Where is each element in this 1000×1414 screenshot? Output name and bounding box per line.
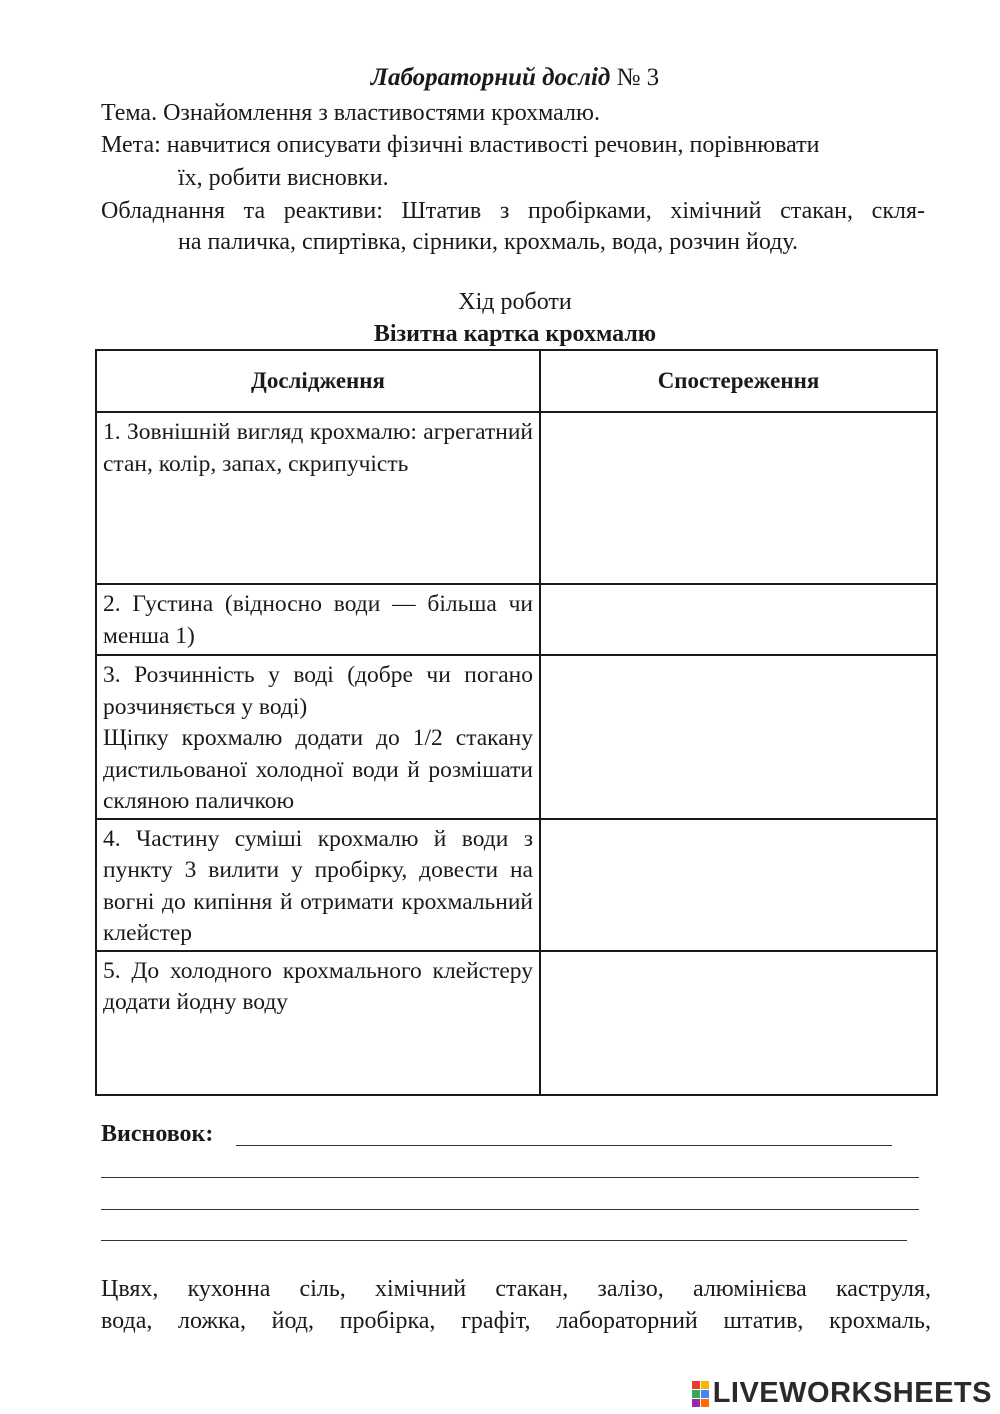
- word-bank-line-1: Цвях, кухонна сіль, хімічний стакан, залізо, алюмінієва каструля,: [101, 1276, 931, 1302]
- research-cell: 2. Густина (відносно води — більша чи менша 1): [103, 591, 533, 649]
- equipment-line-1: Обладнання та реактиви: Штатив з пробірками, хімічний стакан, скля-: [101, 198, 925, 224]
- goal-line-2: їх, робити висновки.: [178, 165, 389, 191]
- observation-input[interactable]: [541, 585, 936, 649]
- table-row: [96, 951, 937, 1095]
- research-cell: 5. До холодного крохмального клейстеру додати йодну воду: [103, 957, 533, 1015]
- title-number: № 3: [610, 64, 660, 91]
- table-row: [96, 655, 937, 819]
- conclusion-label: Висновок:: [101, 1121, 214, 1147]
- goal-line-1: Мета: навчитися описувати фізичні властивості речовин, порівнювати: [101, 132, 820, 158]
- table-row: [96, 412, 937, 584]
- observation-cell[interactable]: [540, 819, 937, 951]
- starch-card-table: [95, 349, 938, 1096]
- watermark-text: LIVEWORKSHEETS: [712, 1377, 992, 1409]
- header-research: Дослідження: [96, 350, 540, 412]
- observation-input[interactable]: [541, 952, 936, 1016]
- header-observation: Спостереження: [540, 350, 937, 412]
- conclusion-input-1[interactable]: [240, 1118, 894, 1146]
- table-header-row: [96, 350, 937, 412]
- observation-cell[interactable]: [540, 655, 937, 819]
- title-italic: Лабораторний дослід: [370, 64, 611, 91]
- observation-input[interactable]: [541, 413, 936, 477]
- liveworksheets-logo-icon: [692, 1381, 709, 1407]
- observation-cell[interactable]: [540, 584, 937, 655]
- observation-cell[interactable]: [540, 951, 937, 1095]
- observation-cell[interactable]: [540, 412, 937, 584]
- table-title: Візитна картка крохмалю: [373, 321, 657, 347]
- procedure-title: Хід роботи: [458, 289, 572, 315]
- observation-input[interactable]: [541, 656, 936, 720]
- page-title: [0, 64, 1000, 92]
- research-cell: 1. Зовнішній вигляд крохмалю: агрегатний стан, колір, запах, скрипучість: [103, 419, 533, 477]
- conclusion-input-2[interactable]: [101, 1150, 920, 1178]
- research-cell: 4. Частину суміші крохмалю й води з пункту 3 вилити у пробірку, довести на вогні до кипіння й отримати крохмальний клейстер: [103, 825, 533, 946]
- observation-input[interactable]: [541, 820, 936, 884]
- conclusion-input-3[interactable]: [101, 1182, 920, 1210]
- equipment-line-2: на паличка, спиртівка, сірники, крохмаль, вода, розчин йоду.: [178, 229, 798, 255]
- word-bank-line-2: вода, ложка, йод, пробірка, графіт, лабораторний штатив, крохмаль,: [101, 1308, 931, 1334]
- research-cell: 3. Розчинність у воді (добре чи погано розчиняється у воді) Щіпку крохмалю додати до 1/2 стакану дистильованої холодної води й розмішати скляною паличкою: [103, 662, 533, 814]
- table-row: [96, 584, 937, 655]
- conclusion-input-4[interactable]: [101, 1213, 908, 1241]
- topic-line: Тема. Ознайомлення з властивостями крохмалю.: [101, 100, 600, 126]
- liveworksheets-watermark: [692, 1377, 992, 1410]
- table-row: [96, 819, 937, 951]
